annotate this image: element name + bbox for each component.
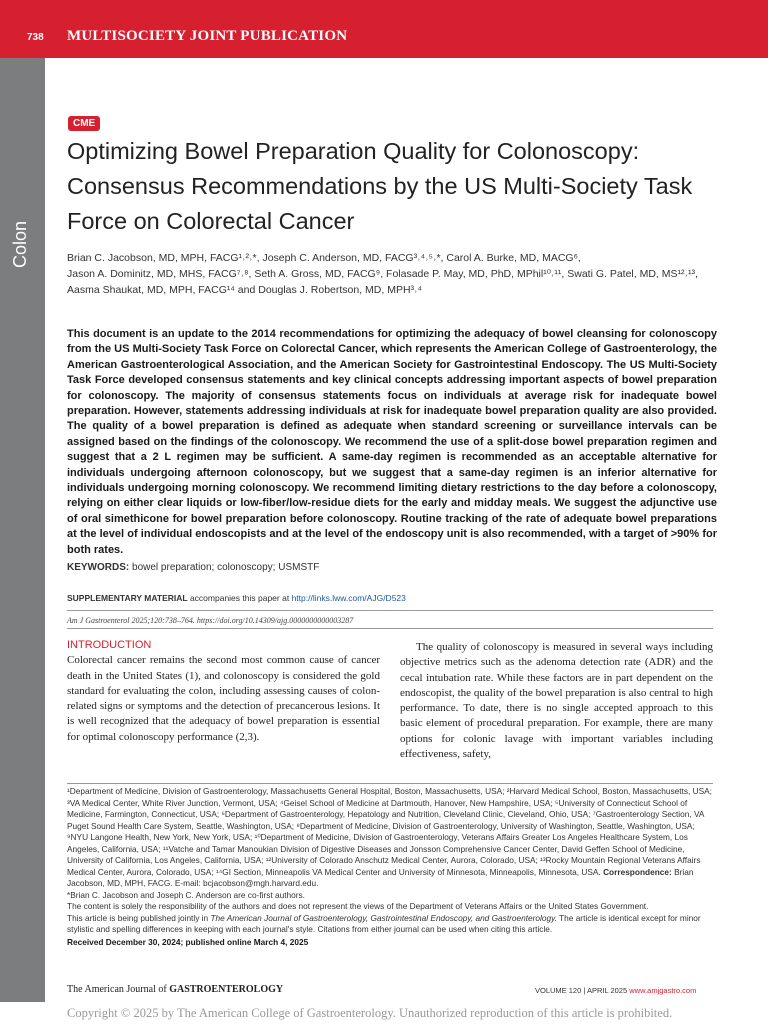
abstract: This document is an update to the 2014 recommendations for optimizing the adequacy of bowel cleansing for colonoscopy from the US Multi-Society Task Force on Colorectal Cancer, which represents the American College of Gastroenterology, the American Gastroenterological Association, and the American Society for Gastrointestinal Endoscopy. The US Multi-Society Task Force developed consensus statements and key clinical concepts addressing important aspects of bowel preparation for colonoscopy. The majority of consensus statements focus on individuals at average risk for inadequate bowel preparation. However, statements addressing individuals at risk for inadequate bowel preparation quality are also provided. The quality of a bowel preparation is defined as adequate when standard screening or surveillance intervals can be assigned based on the findings of the colonoscopy. We recommend the use of a split-dose bowel preparation regimen and suggest that a 2 L regimen may be sufficient. A same-day regimen is recommended as an acceptable alternative for individuals undergoing afternoon colonoscopy, but we suggest that a same-day regimen is an inferior alternative for individuals undergoing morning colonoscopy. We recommend limiting dietary restrictions to the day before a colonoscopy, relying on either clear liquids or low-fiber/low-residue diets for the early and midday meals. We suggest the adjunctive use of oral simethicone for bowel preparation before colonoscopy. Routine tracking of the rate of adequate bowel preparations at the level of individual endoscopists and at the level of the endoscopy unit is also recommended, with a target of >90% for both rates. — [67, 328, 717, 556]
author-line: Aasma Shaukat, MD, MPH, FACG¹⁴ and Douglas J. Robertson, MD, MPH³˒⁴ — [67, 284, 423, 296]
author-line: Brian C. Jacobson, MD, MPH, FACG¹˒²˒*, Joseph C. Anderson, MD, FACG³˒⁴˒⁵˒*, Carol A. Burke, MD, MACG⁶, — [67, 252, 581, 264]
divider — [67, 610, 713, 611]
divider — [67, 783, 713, 784]
page-number: 738 — [27, 32, 44, 43]
keywords-value: bowel preparation; colonoscopy; USMSTF — [132, 562, 320, 573]
citation: Am J Gastroenterol 2025;120:738–764. https://doi.org/10.14309/ajg.0000000000003287 — [67, 616, 354, 625]
section-label: Colon — [10, 220, 30, 268]
copyright-notice: Copyright © 2025 by The American College of Gastroenterology. Unauthorized reproduction of this article is prohibited. — [67, 1006, 673, 1020]
joint-post: The article is identical except for minor stylistic and spelling differences in keeping with each journal's style. Citations from either journal can be used when citing this article. — [67, 912, 701, 934]
section-heading: INTRODUCTION — [67, 639, 152, 651]
footer-url[interactable]: www.amjgastro.com — [629, 986, 697, 995]
joint-publication-note — [67, 913, 717, 936]
body-column-left — [67, 638, 380, 745]
disclaimer-note: The content is solely the responsibility of the authors and does not represent the views of the Department of Veterans Affairs or the United States Government. — [67, 901, 649, 911]
footer-journal-pre: The American Journal of — [67, 984, 167, 995]
joint-journals: The American Journal of Gastroenterology, Gastrointestinal Endoscopy, and Gastroenterology. — [210, 912, 557, 923]
author-list — [67, 250, 757, 298]
footer-volume-text: VOLUME 120 | APRIL 2025 — [535, 986, 628, 995]
cofirst-note: *Brian C. Jacobson and Joseph C. Anderson are co-first authors. — [67, 889, 305, 900]
affiliations — [67, 786, 717, 890]
correspondence-text: Brian Jacobson, MD, MPH, FACG. E-mail: bcjacobson@mgh.harvard.edu. — [67, 866, 694, 888]
body-column-right — [400, 640, 713, 762]
body-paragraph: The quality of colonoscopy is measured in several ways including objective metrics such as the adenoma detection rate (ADR) and the cecal intubation rate. While these factors are in part dependent on the endoscopist, the quality of the bowel preparation is also central to high performance. To date, there is no single accepted approach to this basic element of procedural preparation. For example, there are many options for colonic lavage with important variables including effectiveness, safety, — [400, 641, 713, 761]
joint-pre: This article is being published jointly in — [67, 912, 209, 923]
divider — [67, 628, 713, 629]
keywords-label: KEYWORDS: — [67, 562, 130, 573]
section-sidebar — [0, 58, 45, 1002]
header-bar — [0, 0, 768, 58]
correspondence-label: Correspondence: — [603, 866, 672, 877]
supplementary-link[interactable]: http://links.lww.com/AJG/D523 — [291, 593, 406, 603]
author-line: Jason A. Dominitz, MD, MHS, FACG⁷˒⁸, Seth A. Gross, MD, FACG⁹, Folasade P. May, MD, PhD, MPhil¹⁰˒¹¹, Swati G. Patel, MD, MS¹²˒¹³, — [67, 268, 698, 280]
footer-journal — [67, 984, 283, 995]
supplementary-label: SUPPLEMENTARY MATERIAL — [67, 593, 188, 603]
article-title: Optimizing Bowel Preparation Quality for Colonoscopy: Consensus Recommendations by the US Multi-Society Task Force on Colorectal Cancer — [67, 138, 693, 234]
keywords — [67, 562, 319, 573]
supplementary-material — [67, 593, 406, 603]
supplementary-text: accompanies this paper at — [189, 593, 290, 603]
footer-volume — [535, 986, 696, 995]
footer-journal-name: GASTROENTEROLOGY — [169, 984, 284, 995]
received-dates: Received December 30, 2024; published online March 4, 2025 — [67, 936, 309, 947]
affiliations-text: ¹Department of Medicine, Division of Gastroenterology, Massachusetts General Hospital, Boston, Massachusetts, USA; ²Harvard Medical School, Boston, Massachusetts, USA; ³VA Medical Center, White River Junction, Vermont, USA; ⁴Geisel School of Medicine at Dartmouth, Hanover, New Hampshire, USA; ⁵University of Connecticut School of Medicine, Farmington, Connecticut, USA; ⁶Department of Gastroenterology, Hepatology and Nutrition, Cleveland Clinic, Cleveland, Ohio, USA; ⁷Gastroenterology Section, VA Puget Sound Health Care System, Seattle, Washington, USA; ⁸Department of Medicine, Division of Gastroenterology, University of Washington, Seattle, Washington, USA; ⁹NYU Langone Health, New York, New York, USA; ¹⁰Department of Medicine, Division of Gastroenterology, Veterans Affairs Greater Los Angeles Healthcare System, Los Angeles, California, USA; ¹¹Vatche and Tamar Manoukian Division of Digestive Diseases and Jonsson Comprehensive Cancer Center, David Geffen School of Medicine, University of California, Los Angeles, California, USA; ¹²University of Colorado Anschutz Medical Center, Aurora, Colorado, USA; ¹³Rocky Mountain Regional Veterans Affairs Medical Center, Aurora, Colorado, USA; ¹⁴GI Section, Minneapolis VA Medical Center and University of Minnesota, Minneapolis, Minnesota, USA. — [67, 786, 712, 877]
footnotes — [67, 786, 717, 948]
body-paragraph: Colorectal cancer remains the second most common cause of cancer death in the United States (1), and colonoscopy is considered the gold standard for evaluating the colon, including assessing causes of colon-related signs or symptoms and the detection of precancerous lesions. It is well recognized that the adequacy of bowel preparation is essential for optimal colonoscopy performance (2,3). — [67, 654, 380, 743]
cme-badge: CME — [68, 116, 100, 131]
journal-section-title: MULTISOCIETY JOINT PUBLICATION — [67, 28, 348, 44]
